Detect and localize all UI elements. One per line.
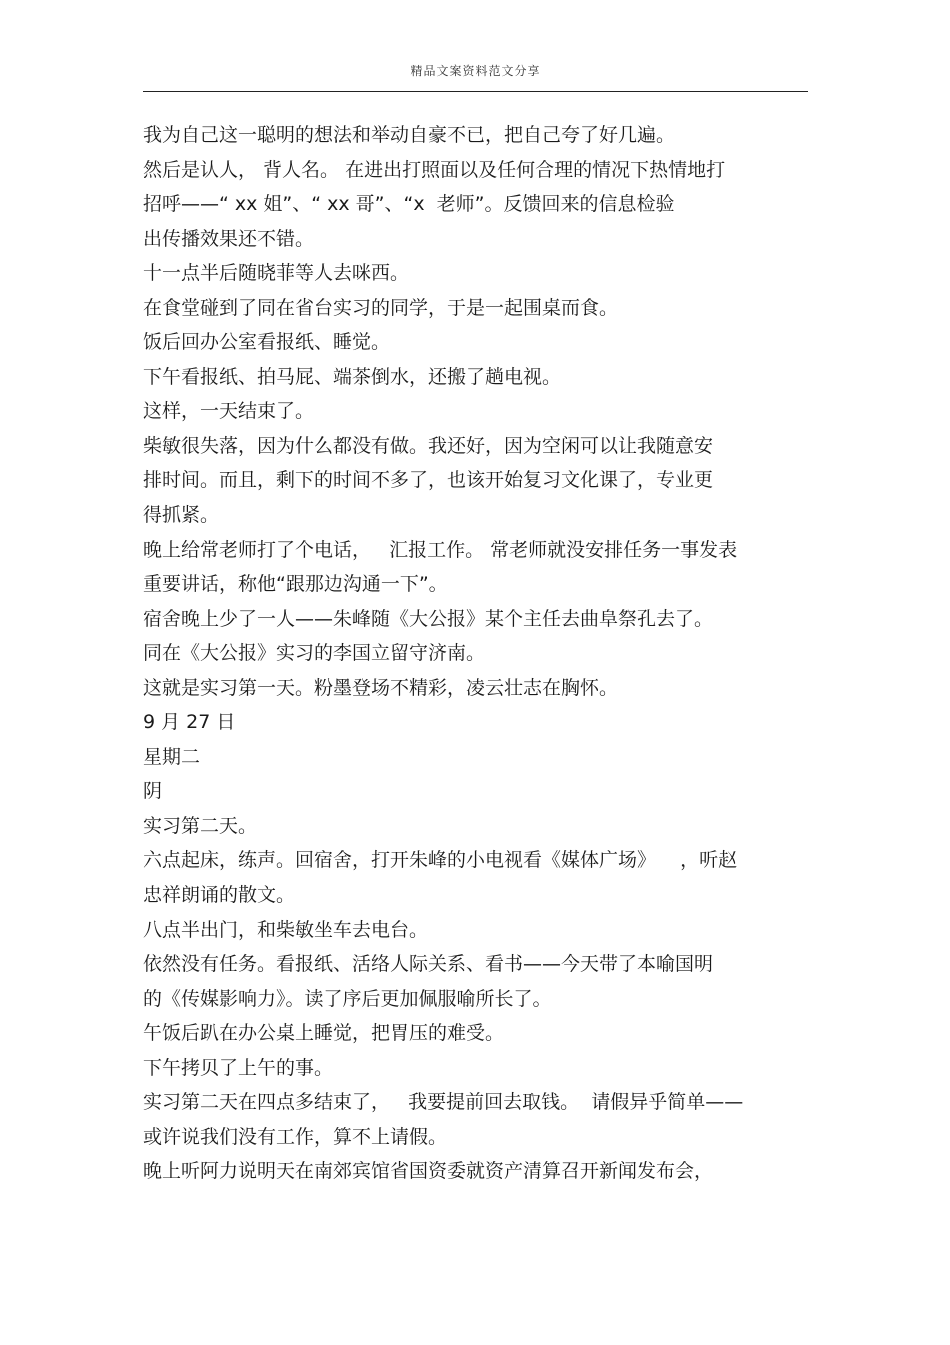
text-line: 我为自己这一聪明的想法和举动自豪不已，把自己夸了好几遍。: [143, 124, 676, 146]
text-line: 午饭后趴在办公桌上睡觉，把胃压的难受。: [143, 1022, 505, 1045]
weather-line: 阴: [143, 780, 163, 803]
text-line: 然后是认人， 背人名。 在进出打照面以及任何合理的情况下热情地打: [143, 158, 726, 181]
page-header: 精品文案资料范文分享: [410, 64, 541, 78]
text-line: 招呼——“ xx 姐”、“ xx 哥”、“x 老师”。反馈回来的信息检验: [143, 193, 675, 216]
text-line: 晚上听阿力说明天在南郊宾馆省国资委就资产清算召开新闻发布会，: [143, 1160, 714, 1183]
text-line: 忠祥朗诵的散文。: [143, 884, 296, 907]
text-line: 出传播效果还不错。: [143, 227, 315, 250]
text-line: 这样，一天结束了。: [143, 400, 315, 423]
text-line: 这就是实习第一天。粉墨登场不精彩，凌云壮志在胸怀。: [143, 676, 619, 699]
text-line: 同在《大公报》实习的李国立留守济南。: [143, 642, 486, 665]
text-line: 实习第二天在四点多结束了， 我要提前回去取钱。 请假异乎简单——: [143, 1091, 744, 1114]
date-line: 9 月 27 日: [143, 711, 236, 734]
text-line: 下午拷贝了上午的事。: [143, 1056, 334, 1079]
text-line: 十一点半后随晓菲等人去咪西。: [143, 262, 410, 285]
text-line: 或许说我们没有工作，算不上请假。: [143, 1125, 448, 1148]
text-line: 重要讲话，称他“跟那边沟通一下”。: [143, 573, 448, 596]
text-line: 依然没有任务。看报纸、活络人际关系、看书——今天带了本喻国明: [143, 953, 714, 976]
weekday-line: 星期二: [143, 745, 201, 768]
text-line: 的《传媒影响力》。读了序后更加佩服喻所长了。: [143, 987, 552, 1010]
text-line: 饭后回办公室看报纸、睡觉。: [143, 331, 391, 354]
text-line: 八点半出门，和柴敏坐车去电台。: [143, 918, 429, 941]
document-body: [143, 118, 808, 1189]
text-line: 排时间。而且，剩下的时间不多了，也该开始复习文化课了，专业更: [143, 469, 714, 492]
text-line: 宿舍晚上少了一人——朱峰随《大公报》某个主任去曲阜祭孔去了。: [143, 607, 714, 630]
header-divider: [143, 91, 808, 92]
text-line: 得抓紧。: [143, 504, 220, 527]
text-line: 柴敏很失落，因为什么都没有做。我还好，因为空闲可以让我随意安: [143, 434, 714, 457]
text-line: 在食堂碰到了同在省台实习的同学，于是一起围桌而食。: [143, 296, 619, 319]
text-line: 六点起床，练声。回宿舍，打开朱峰的小电视看《媒体广场》 ，听赵: [143, 849, 738, 872]
text-line: 晚上给常老师打了个电话， 汇报工作。 常老师就没安排任务一事发表: [143, 538, 738, 561]
text-line: 实习第二天。: [143, 814, 258, 837]
text-line: 下午看报纸、拍马屁、端茶倒水，还搬了趟电视。: [143, 365, 562, 388]
